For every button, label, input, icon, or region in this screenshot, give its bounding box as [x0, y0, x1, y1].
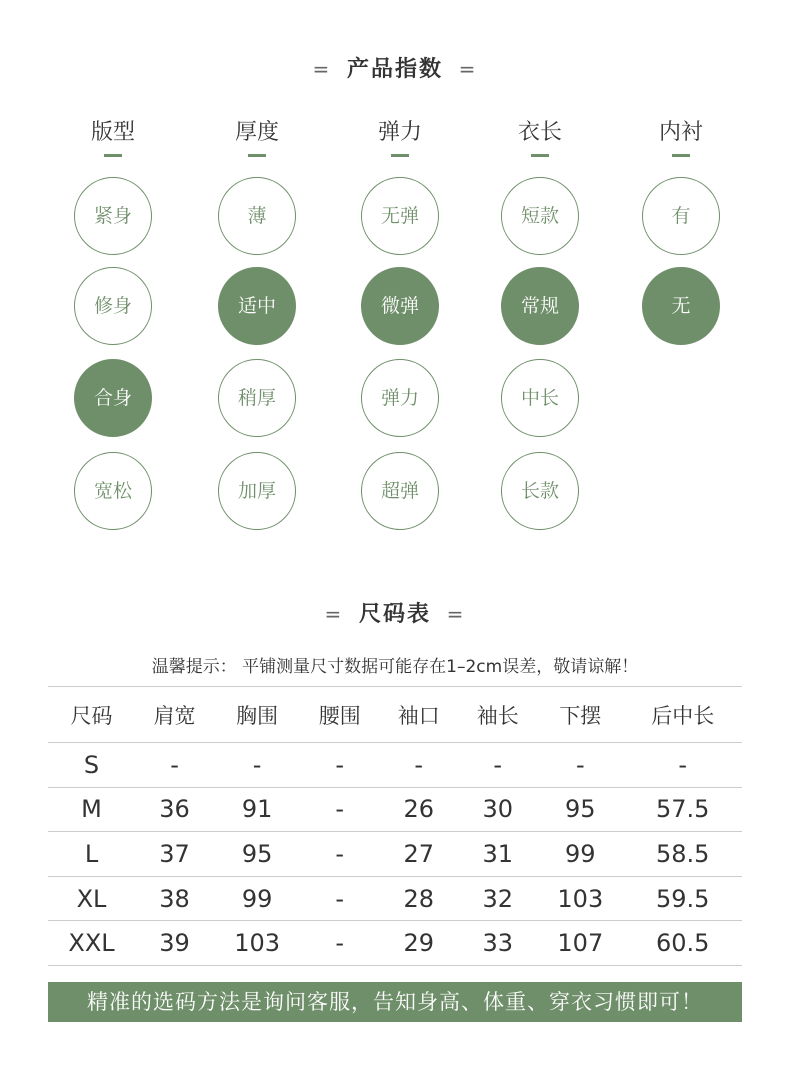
table-cell: 99 [537, 832, 623, 877]
title-deco-left: = [324, 602, 344, 626]
table-cell: 28 [379, 876, 458, 921]
table-cell: - [214, 743, 300, 788]
table-cell: M [48, 787, 135, 832]
param-column-header: 版型 [90, 120, 135, 145]
table-cell: 29 [379, 921, 458, 966]
param-option: 修身 [74, 267, 152, 345]
table-cell: 33 [458, 921, 537, 966]
size-column-header: 下摆 [537, 687, 623, 743]
table-cell: 32 [458, 876, 537, 921]
table-cell: S [48, 743, 135, 788]
table-cell: L [48, 832, 135, 877]
size-table [48, 686, 742, 966]
param-option: 薄 [218, 177, 296, 255]
size-column-header: 腰围 [300, 687, 379, 743]
table-cell: 31 [458, 832, 537, 877]
measurement-tip: 温馨提示： 平铺测量尺寸数据可能存在1–2cm误差，敬请谅解！ [151, 657, 639, 677]
size-column-header: 后中长 [623, 687, 742, 743]
table-cell: 103 [537, 876, 623, 921]
param-column-header: 衣长 [517, 120, 562, 145]
param-option: 短款 [501, 177, 579, 255]
table-cell: - [300, 832, 379, 877]
title-deco-right: = [458, 57, 478, 81]
table-cell: 36 [135, 787, 214, 832]
param-option: 长款 [501, 452, 579, 530]
table-cell: 38 [135, 876, 214, 921]
table-cell: 27 [379, 832, 458, 877]
table-cell: - [300, 876, 379, 921]
table-cell: - [300, 743, 379, 788]
header-underline [391, 154, 409, 157]
size-title-text: 尺码表 [358, 602, 431, 627]
table-cell: 59.5 [623, 876, 742, 921]
size-column-header: 尺码 [48, 687, 135, 743]
table-cell: 99 [214, 876, 300, 921]
param-column-header: 厚度 [234, 120, 279, 145]
table-cell: 91 [214, 787, 300, 832]
size-column-header: 袖长 [458, 687, 537, 743]
table-cell: 58.5 [623, 832, 742, 877]
header-underline [248, 154, 266, 157]
table-cell: 107 [537, 921, 623, 966]
table-cell: - [623, 743, 742, 788]
params-title [0, 52, 790, 83]
table-cell: XL [48, 876, 135, 921]
size-column-header: 袖口 [379, 687, 458, 743]
title-deco-left: = [312, 57, 332, 81]
table-cell: - [135, 743, 214, 788]
table-row [48, 832, 742, 877]
param-column [621, 118, 741, 157]
table-cell: XXL [48, 921, 135, 966]
sizing-advice-banner: 精准的选码方法是询问客服，告知身高、体重、穿衣习惯即可！ [48, 982, 742, 1022]
table-row [48, 787, 742, 832]
param-option: 加厚 [218, 452, 296, 530]
param-option: 中长 [501, 359, 579, 437]
table-cell: - [537, 743, 623, 788]
table-cell: - [300, 787, 379, 832]
table-cell: 30 [458, 787, 537, 832]
table-cell: 95 [214, 832, 300, 877]
table-cell: 57.5 [623, 787, 742, 832]
table-cell: 103 [214, 921, 300, 966]
param-option-selected: 常规 [501, 267, 579, 345]
table-cell: 95 [537, 787, 623, 832]
param-option-selected: 微弹 [361, 267, 439, 345]
table-cell: 60.5 [623, 921, 742, 966]
param-option: 稍厚 [218, 359, 296, 437]
param-option-selected: 合身 [74, 359, 152, 437]
param-column [340, 118, 460, 157]
param-option: 无弹 [361, 177, 439, 255]
title-deco-right: = [446, 602, 466, 626]
size-column-header: 肩宽 [135, 687, 214, 743]
param-column [480, 118, 600, 157]
param-option-selected: 适中 [218, 267, 296, 345]
table-cell: 26 [379, 787, 458, 832]
table-row [48, 743, 742, 788]
param-column-header: 内衬 [658, 120, 703, 145]
param-option: 有 [642, 177, 720, 255]
param-option: 紧身 [74, 177, 152, 255]
table-row [48, 876, 742, 921]
table-cell: 39 [135, 921, 214, 966]
param-option: 宽松 [74, 452, 152, 530]
param-option-selected: 无 [642, 267, 720, 345]
size-title [0, 597, 790, 628]
header-underline [531, 154, 549, 157]
params-title-text: 产品指数 [346, 57, 443, 82]
table-row [48, 921, 742, 966]
param-option: 弹力 [361, 359, 439, 437]
table-cell: 37 [135, 832, 214, 877]
param-option: 超弹 [361, 452, 439, 530]
size-column-header: 胸围 [214, 687, 300, 743]
table-cell: - [300, 921, 379, 966]
header-underline [672, 154, 690, 157]
table-cell: - [458, 743, 537, 788]
header-underline [104, 154, 122, 157]
table-cell: - [379, 743, 458, 788]
param-column-header: 弹力 [377, 120, 422, 145]
param-column [197, 118, 317, 157]
size-table-header [48, 687, 742, 743]
param-column [53, 118, 173, 157]
